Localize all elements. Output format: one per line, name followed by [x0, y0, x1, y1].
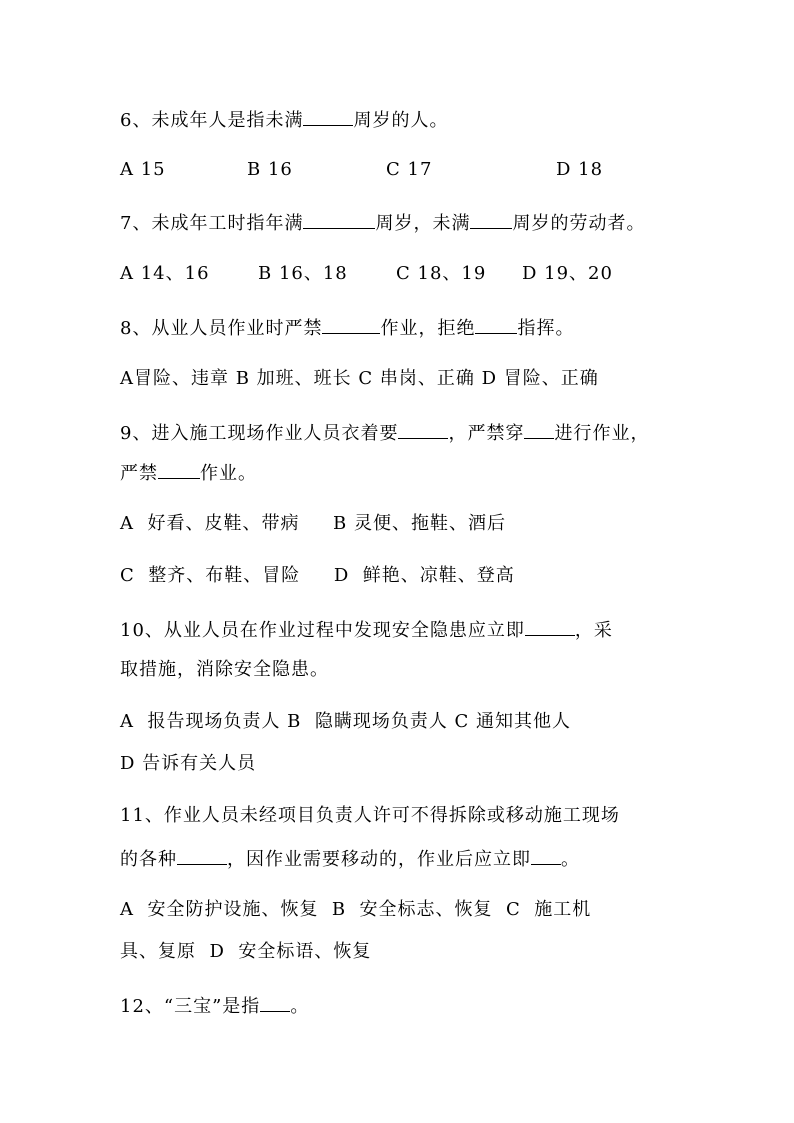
question-10: [120, 617, 680, 643]
question-11-options-2: [120, 940, 680, 964]
option-c: C 17: [386, 159, 433, 180]
question-11: [120, 804, 680, 828]
question-10-text-end: ，采: [574, 620, 613, 641]
question-7-text-end: 周岁的劳动者。: [512, 213, 646, 234]
question-10-text-2: 取措施，消除安全隐患。: [120, 659, 329, 680]
question-8: [120, 315, 680, 341]
options-text: A 报告现场负责人 B 隐瞒现场负责人 C 通知其他人: [120, 711, 572, 732]
question-6-text-end: 周岁的人。: [353, 110, 449, 131]
question-9: [120, 420, 680, 446]
option-d: D 18: [556, 159, 604, 180]
question-6: [120, 107, 680, 133]
question-10-options-2: [120, 752, 680, 776]
options-text: D 告诉有关人员: [120, 753, 257, 774]
question-9-options-2: [120, 564, 680, 588]
question-9-options-1: [120, 512, 680, 536]
options-text: C 整齐、布鞋、冒险 D 鲜艳、凉鞋、登高: [120, 565, 515, 586]
question-11-text: 11、作业人员未经项目负责人许可不得拆除或移动施工现场: [120, 805, 620, 826]
question-9-text-2-end: 作业。: [200, 463, 257, 484]
question-12-text: 12、“三宝”是指: [120, 996, 261, 1017]
option-a: A 15: [120, 159, 166, 180]
question-7: [120, 210, 680, 236]
options-text: A 好看、皮鞋、带病 B 灵便、拖鞋、酒后: [120, 513, 506, 534]
question-12-text-end: 。: [290, 996, 310, 1017]
option-b: B 16、18: [258, 263, 348, 284]
question-9-text-2: 严禁: [120, 463, 158, 484]
option-c: C 18、19: [396, 263, 487, 284]
question-6-text: 6、未成年人是指未满: [120, 110, 304, 131]
question-11-line-2: [120, 846, 680, 872]
question-10-line-2: [120, 658, 680, 682]
options-text: 具、复原 D 安全标语、恢复: [120, 941, 372, 962]
question-11-text-2-mid: ，因作业需要移动的，作业后应立即: [227, 849, 531, 870]
options-text: A冒险、违章 B 加班、班长 C 串岗、正确 D 冒险、正确: [120, 368, 599, 389]
options-text: A 安全防护设施、恢复 B 安全标志、恢复 C 施工机: [120, 899, 592, 920]
answer-blank: [303, 210, 375, 229]
question-12: [120, 993, 680, 1019]
option-d: D 19、20: [522, 263, 613, 284]
question-11-text-2: 的各种: [120, 849, 177, 870]
question-7-text-mid: 周岁，未满: [375, 213, 471, 234]
answer-blank: [525, 617, 575, 636]
question-9-text-end: 进行作业，: [554, 423, 650, 444]
question-11-text-2-end: 。: [561, 849, 580, 870]
answer-blank: [322, 315, 380, 334]
question-8-text-mid: 作业，拒绝: [380, 318, 476, 339]
answer-blank: [531, 846, 561, 865]
question-9-text-mid: ，严禁穿: [448, 423, 525, 444]
question-8-options: [120, 367, 680, 391]
question-11-options-1: [120, 898, 680, 922]
answer-blank: [260, 993, 290, 1012]
option-b: B 16: [247, 159, 293, 180]
answer-blank: [398, 420, 448, 439]
answer-blank: [158, 460, 200, 479]
question-9-text: 9、进入施工现场作业人员衣着要: [120, 423, 399, 444]
option-a: A 14、16: [120, 263, 210, 284]
answer-blank: [475, 315, 517, 334]
question-7-text: 7、未成年工时指年满: [120, 213, 304, 234]
answer-blank: [177, 846, 227, 865]
answer-blank: [303, 107, 353, 126]
question-8-text-end: 指挥。: [517, 318, 575, 339]
question-10-text: 10、从业人员在作业过程中发现安全隐患应立即: [120, 620, 525, 641]
question-9-line-2: [120, 460, 680, 486]
question-8-text: 8、从业人员作业时严禁: [120, 318, 323, 339]
answer-blank: [524, 420, 554, 439]
question-10-options-1: [120, 710, 680, 734]
answer-blank: [470, 210, 512, 229]
